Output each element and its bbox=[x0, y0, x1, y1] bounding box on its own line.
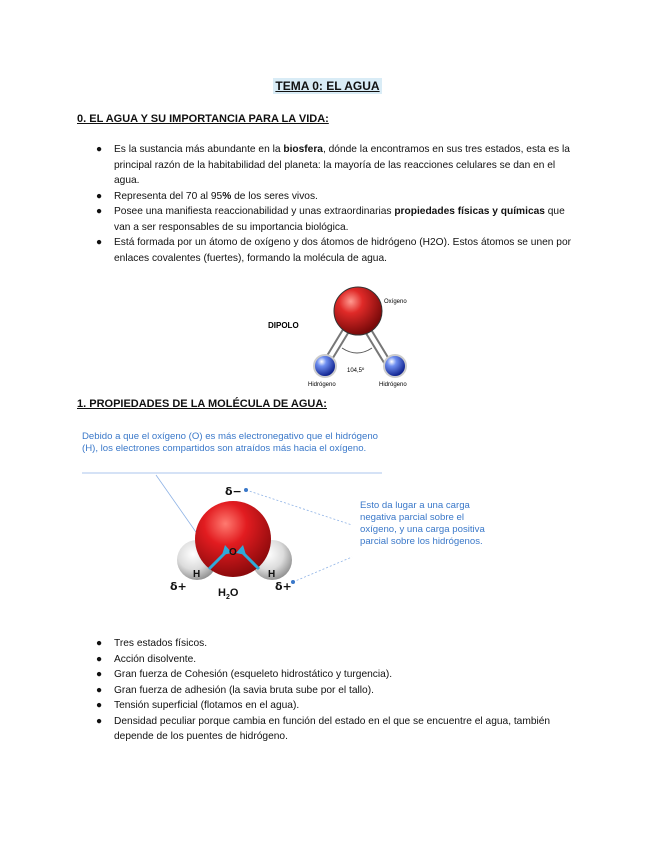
atom-h-left-label: H bbox=[193, 569, 201, 580]
delta-plus-right-label: δ+ bbox=[275, 580, 292, 593]
note-pointer-line bbox=[156, 475, 198, 535]
section-0-heading: 0. EL AGUA Y SU IMPORTANCIA PARA LA VIDA: bbox=[77, 113, 329, 125]
angle-label: 104,5º bbox=[347, 368, 365, 374]
list-item: ● Posee una manifiesta reaccionabilidad y unas extraordinarias propiedades físicas y químicas que van a ser responsables de su importancia biológica. bbox=[96, 206, 565, 233]
atom-h-right-label: H bbox=[268, 569, 276, 580]
list-item: ● Gran fuerza de adhesión (la savia bruta sube por el tallo). bbox=[96, 684, 374, 696]
list-item: ● Tensión superficial (flotamos en el agua). bbox=[96, 700, 300, 711]
dipole-molecule-figure bbox=[262, 286, 427, 392]
atom-o-label: O bbox=[229, 547, 237, 558]
delta-plus-pointer bbox=[293, 557, 352, 582]
electronegativity-note: Debido a que el oxígeno (O) es más electronegativo que el hidrógeno (H), los electrones compartidos son atraídos más hacia el oxígeno. bbox=[82, 431, 378, 454]
list-item: ● Tres estados físicos. bbox=[96, 638, 208, 649]
dipole-diagram bbox=[262, 286, 427, 392]
dipole-label: DIPOLO bbox=[268, 321, 299, 330]
pointer-dot-top bbox=[244, 488, 248, 492]
list-item: ● Acción disolvente. bbox=[96, 653, 197, 665]
list-item: ● Densidad peculiar porque cambia en función del estado en el que se encuentre el agua, también depende de los puentes de hidrógeno. bbox=[96, 715, 551, 742]
list-item: ● Gran fuerza de Cohesión (esqueleto hidrostático y turgencia). bbox=[96, 669, 393, 680]
hydrogen-atom-right bbox=[384, 355, 406, 377]
section-0-list bbox=[96, 142, 576, 266]
hydrogen-left-label: Hidrógeno bbox=[308, 382, 336, 388]
water-formula: $H_2O$ bbox=[218, 587, 239, 601]
list-item: ● Está formada por un átomo de oxígeno y dos átomos de hidrógeno (H2O). Estos átomos se unen por enlaces covalentes (fuertes), formando la molécula de agua. bbox=[96, 237, 571, 264]
oxygen-atom bbox=[195, 501, 271, 577]
partial-charge-note: Esto da lugar a una carga negativa parcial sobre el oxígeno, y una carga positiva parcial sobre los hidrógenos. bbox=[360, 500, 485, 547]
oxygen-label: Oxígeno bbox=[384, 299, 407, 305]
page-title: TEMA 0: EL AGUA bbox=[275, 79, 380, 93]
angle-arc bbox=[342, 348, 372, 353]
list-item: ● Representa del 70 al 95% de los seres vivos. bbox=[96, 190, 318, 202]
list-item: ● Es la sustancia más abundante en la biosfera, dónde la encontramos en sus tres estados, esta es la principal razón de la habitabilidad del planeta: la mayoría de las reacciones celulares se dan en el agua. bbox=[96, 144, 570, 186]
water-molecule-polarity-svg bbox=[0, 465, 655, 615]
delta-minus-label: δ− bbox=[225, 485, 242, 498]
hydrogen-right-label: Hidrógeno bbox=[379, 382, 407, 388]
hydrogen-atom-left bbox=[314, 355, 336, 377]
oxygen-atom bbox=[334, 287, 382, 335]
section-1-heading: 1. PROPIEDADES DE LA MOLÉCULA DE AGUA: bbox=[77, 398, 327, 410]
properties-list bbox=[96, 636, 576, 745]
delta-plus-left-label: δ+ bbox=[170, 580, 187, 593]
polarity-figure bbox=[0, 465, 655, 615]
